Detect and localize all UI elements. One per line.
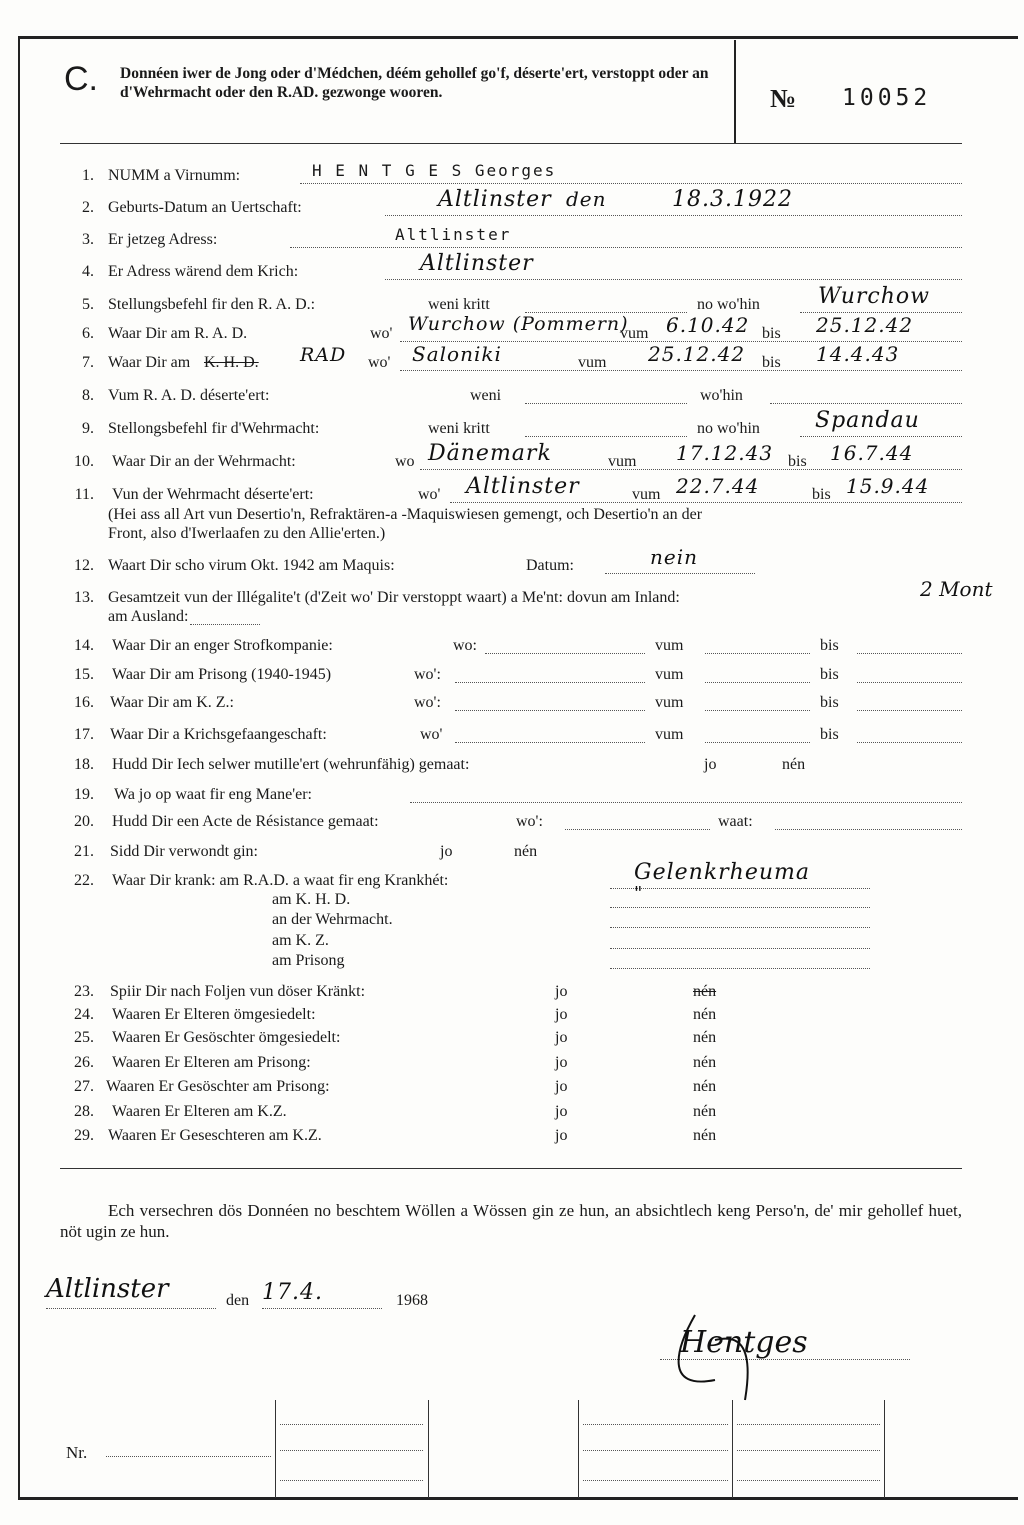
row-23: 23. Spiir Dir nach Foljen vun döser Kränkt: jo nén — [74, 983, 717, 1000]
row-22: 22. Waar Dir krank: am R.A.D. a waat fir eng Krankhét: Gelenkrheuma — [0, 872, 1024, 894]
note-line-2: Front, also d'Iwerlaafen zu den Allie'erten.) — [108, 525, 386, 542]
row-12: 12. Waart Dir scho virum Okt. 1942 am Maquis: Datum: nein — [0, 557, 1024, 579]
row-8: 8. Vum R. A. D. déserte'ert: weni wo'hin — [0, 387, 1024, 409]
row-18: 18. Hudd Dir Iech selwer mutille'ert (wehrunfähig) gemaat: jo nén — [74, 756, 806, 773]
row-21: 21. Sidd Dir verwondt gin: jo nén — [74, 843, 538, 860]
field-label: NUMM a Virnumm: — [108, 167, 241, 184]
current-address: Altlinster — [395, 225, 512, 244]
birth-place: Altlinster — [438, 187, 552, 212]
row-6: 6. Waar Dir am R. A. D. wo' Wurchow (Pommern) vum 6.10.42 bis 25.12.42 — [0, 325, 1024, 347]
row-11: 11. Vun der Wehrmacht déserte'ert: wo' Altlinster vum 22.7.44 bis 15.9.44 — [0, 486, 1024, 508]
declaration-text: Ech versechren dös Donnéen no beschtem Wöllen a Wössen gin ze hun, an absichtlech keng Perso'n, de' mir gehollef huet, nöt ugin ze hun. — [60, 1201, 962, 1241]
row-29: 29. Waaren Er Geseschteren am K.Z. jo nén — [74, 1127, 717, 1144]
row-1: 1. NUMM a Virnumm: H E N T G E S Georges — [0, 167, 1024, 189]
row-26: 26. Waaren Er Elteren am Prisong: jo nén — [74, 1054, 717, 1071]
birth-date: 18.3.1922 — [672, 187, 793, 212]
section-title: Donnéen iwer de Jong oder d'Médchen, déém gehollef go'f, déserte'ert, verstoppt oder an d'Wehrmacht oder den R.AD. gezwonge wooren. — [120, 65, 709, 101]
row-4: 4. Er Adress wärend dem Krich: Altlinster — [0, 263, 1024, 285]
row-25: 25. Waaren Er Gesöschter ömgesiedelt: jo nén — [74, 1029, 717, 1046]
row-24: 24. Waaren Er Elteren ömgesiedelt: jo nén — [74, 1006, 717, 1023]
section-letter: C. — [64, 60, 98, 98]
row-27: 27. Waaren Er Gesöschter am Prisong: jo nén — [74, 1078, 717, 1095]
row-19: 19. Wa jo op waat fir eng Mane'er: — [0, 786, 1024, 808]
row-28: 28. Waaren Er Elteren am K.Z. jo nén — [74, 1103, 717, 1120]
row-15: 15. Waar Dir am Prisong (1940-1945) wo': vum bis — [0, 666, 1024, 688]
illness-value: Gelenkrheuma — [634, 860, 811, 885]
header-rule — [60, 143, 962, 144]
signing-line: Altlinster den 17.4. 1968 — [46, 1274, 428, 1309]
form-number: 10052 — [842, 85, 932, 111]
signing-date: 17.4. — [262, 1280, 323, 1305]
signature-flourish — [655, 1310, 895, 1410]
ditto-mark: " — [634, 883, 644, 904]
name-value: H E N T G E S Georges — [312, 161, 557, 180]
row-13-ausland: am Ausland: — [0, 608, 1024, 630]
number-sign: № — [770, 84, 797, 113]
header-divider — [734, 40, 736, 143]
row-7: 7. Waar Dir am K. H. D. RAD wo' Saloniki vum 25.12.42 bis 14.4.43 — [0, 354, 1024, 376]
row-13: 13. Gesamtzeit vun der Illégalite't (d'Zeit wo' Dir verstoppt waart) a Me'nt: dovun am Inland: 2 Mont — [74, 577, 993, 606]
bottom-grid — [18, 1400, 1018, 1498]
nr-label: Nr. — [66, 1443, 88, 1462]
declaration-rule — [60, 1168, 962, 1169]
row-10: 10. Waar Dir an der Wehrmacht: wo Dänemark vum 17.12.43 bis 16.7.44 — [0, 453, 1024, 475]
row-3: 3. Er jetzeg Adress: Altlinster — [0, 231, 1024, 253]
row-16: 16. Waar Dir am K. Z.: wo': vum bis — [0, 694, 1024, 716]
row-9: 9. Stellongsbefehl fir d'Wehrmacht: weni kritt no wo'hin Spandau — [0, 420, 1024, 442]
row-17: 17. Waar Dir a Krichsgefaangeschaft: wo' vum bis — [0, 726, 1024, 748]
war-address: Altlinster — [420, 251, 534, 276]
signing-place: Altlinster — [46, 1274, 169, 1304]
row-5: 5. Stellungsbefehl fir den R. A. D.: weni kritt no wo'hin Wurchow — [0, 296, 1024, 318]
row-2: 2. Geburts-Datum an Uertschaft: Altlinster den 18.3.1922 — [0, 199, 1024, 221]
note-line-1: (Hei ass all Art vun Desertio'n, Refraktären-a -Maquiswiesen gemengt, och Desertio'n an der — [108, 506, 703, 523]
signature: Hentges — [680, 1325, 808, 1360]
row-20: 20. Hudd Dir een Acte de Résistance gemaat: wo': waat: — [0, 813, 1024, 835]
row-14: 14. Waar Dir an enger Strofkompanie: wo: vum bis — [0, 637, 1024, 659]
signing-year: 1968 — [396, 1292, 428, 1309]
